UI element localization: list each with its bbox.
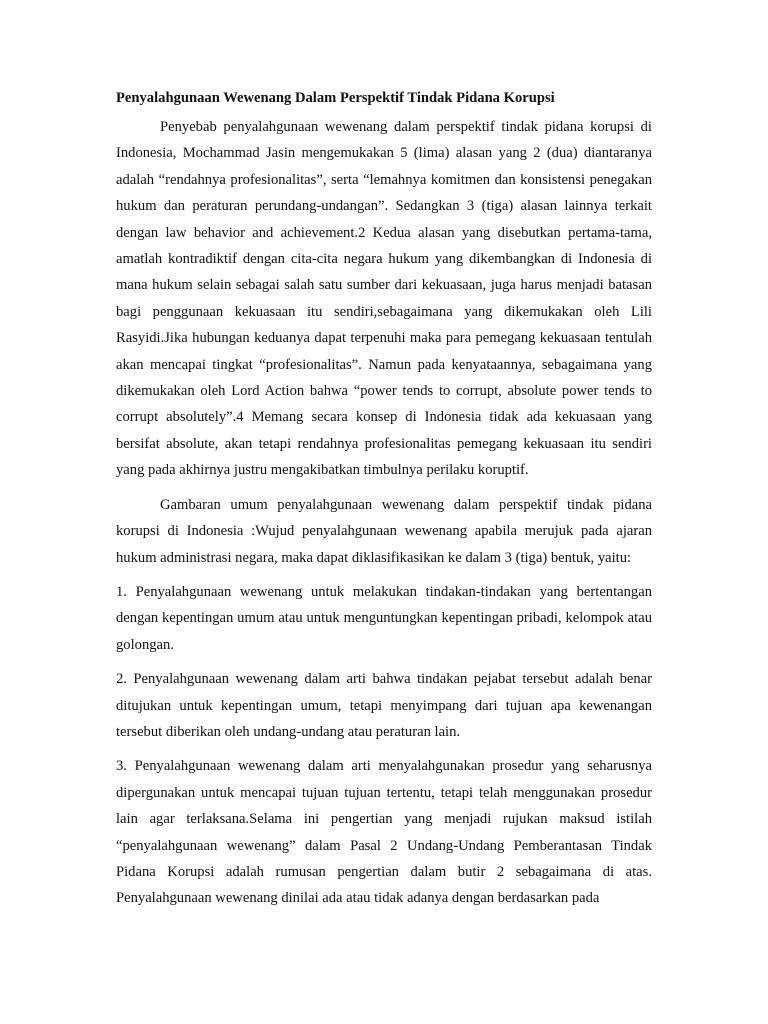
- paragraph-overview: Gambaran umum penyalahgunaan wewenang dalam perspektif tindak pidana korupsi di Indonesia :Wujud penyalahgunaan wewenang apabila merujuk pada ajaran hukum administrasi negara, maka dapat diklasifikasikan ke dalam 3 (tiga) bentuk, yaitu:: [116, 496, 652, 566]
- list-item-1: 1. Penyalahgunaan wewenang untuk melakukan tindakan-tindakan yang bertentangan dengan kepentingan umum atau untuk menguntungkan kepentingan pribadi, kelompok atau golongan.: [116, 583, 652, 653]
- document-title: Penyalahgunaan Wewenang Dalam Perspektif Tindak Pidana Korupsi: [116, 90, 555, 106]
- paragraph-causes: Penyebab penyalahgunaan wewenang dalam perspektif tindak pidana korupsi di Indonesia, Mochammad Jasin mengemukakan 5 (lima) alasan yang 2 (dua) diantaranya adalah “rendahnya profesionalitas”, serta “lemahnya komitmen dan konsistensi penegakan hukum dan peraturan perundang-undangan”. Sedangkan 3 (tiga) alasan lainnya terkait dengan law behavior and achievement.2 Kedua alasan yang disebutkan pertama-tama, amatlah kontradiktif dengan cita-cita negara hukum yang dikembangkan di Indonesia di mana hukum selain sebagai salah satu sumber dari kekuasaan, juga harus menjadi batasan bagi penggunaan kekuasaan itu sendiri,sebagaimana yang dikemukakan oleh Lili Rasyidi.Jika hubungan keduanya dapat terpenuhi maka para pemegang kekuasaan tentulah akan mencapai tingkat “profesionalitas”. Namun pada kenyataannya, sebagaimana yang dikemukakan oleh Lord Action bahwa “power tends to corrupt, absolute power tends to corrupt absolutely”.4 Memang secara konsep di Indonesia tidak ada kekuasaan yang bersifat absolute, akan tetapi rendahnya profesionalitas pemegang kekuasaan itu sendiri yang pada akhirnya justru mengakibatkan timbulnya perilaku koruptif.: [116, 119, 652, 479]
- list-item-3: 3. Penyalahgunaan wewenang dalam arti menyalahgunakan prosedur yang seharusnya dipergunakan untuk mencapai tujuan tujuan tertentu, tetapi telah menggunakan prosedur lain agar terlaksana.Selama ini pengertian yang menjadi rujukan maksud istilah “penyalahgunaan wewenang” dalam Pasal 2 Undang-Undang Pemberantasan Tindak Pidana Korupsi adalah rumusan pengertian dalam butir 2 sebagaimana di atas. Penyalahgunaan wewenang dinilai ada atau tidak adanya dengan berdasarkan pada: [116, 758, 652, 907]
- list-item-2: 2. Penyalahgunaan wewenang dalam arti bahwa tindakan pejabat tersebut adalah benar ditujukan untuk kepentingan umum, tetapi menyimpang dari tujuan apa kewenangan tersebut diberikan oleh undang-undang atau peraturan lain.: [116, 671, 652, 740]
- document-body: [116, 86, 652, 920]
